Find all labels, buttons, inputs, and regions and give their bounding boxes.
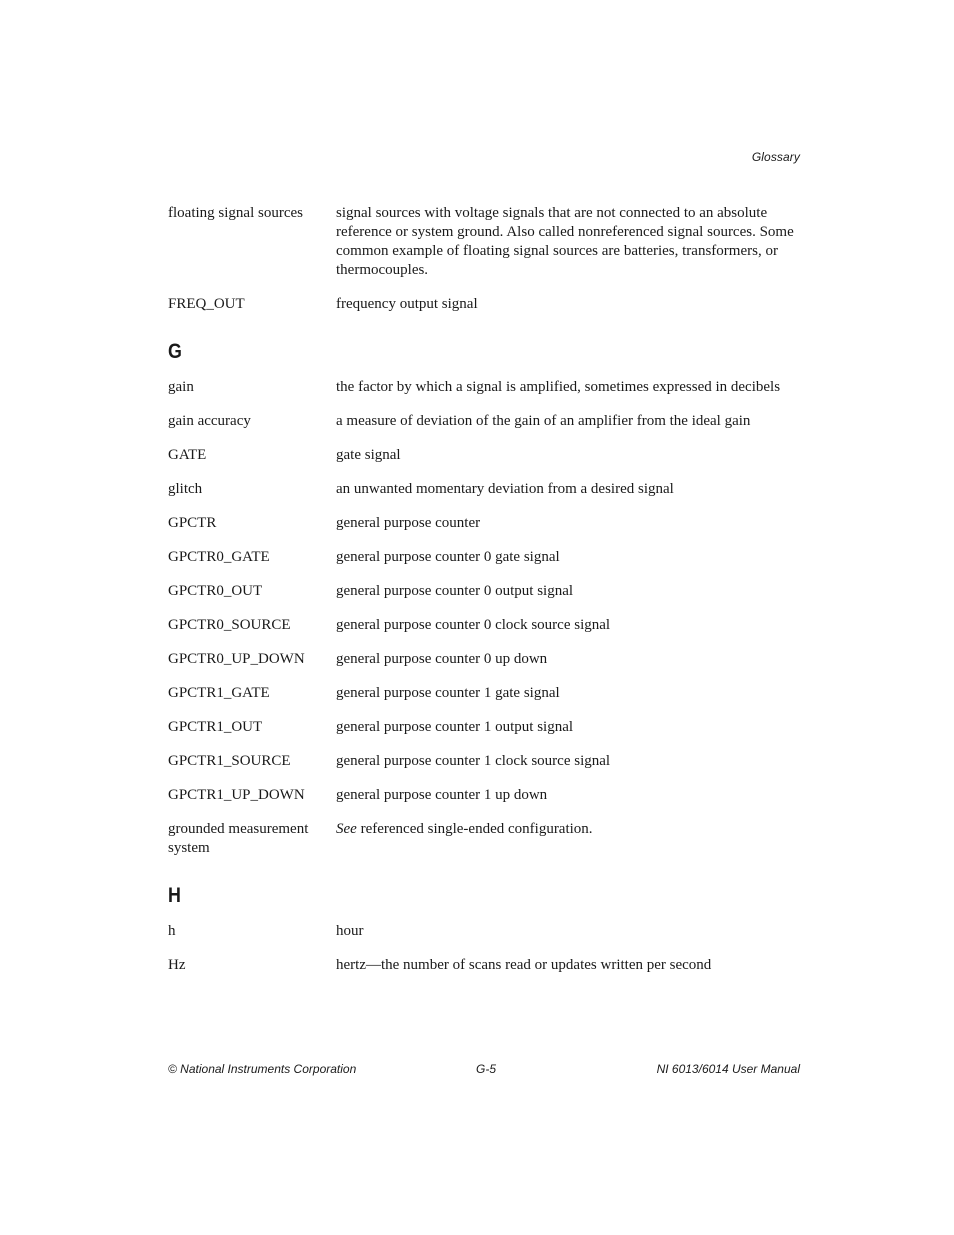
- glossary-entry: [168, 480, 808, 499]
- glossary-term: GPCTR: [168, 515, 217, 531]
- glossary-term: GPCTR1_OUT: [168, 719, 263, 735]
- glossary-definition: general purpose counter: [336, 515, 481, 531]
- glossary-definition: hertz—the number of scans read or updates written per second: [336, 957, 712, 973]
- glossary-entry: [168, 650, 808, 669]
- glossary-definition: an unwanted momentary deviation from a desired signal: [336, 481, 674, 497]
- glossary-definition: [336, 820, 808, 858]
- glossary-list: [168, 204, 808, 990]
- glossary-entry: [168, 718, 808, 737]
- glossary-term: GPCTR0_SOURCE: [168, 617, 291, 633]
- glossary-entry: [168, 956, 808, 975]
- glossary-entry: [168, 204, 808, 280]
- glossary-term: GPCTR1_GATE: [168, 685, 270, 701]
- glossary-definition: general purpose counter 1 gate signal: [336, 685, 560, 701]
- section-heading-g: G: [168, 340, 182, 363]
- glossary-term: gain: [168, 379, 194, 395]
- glossary-term: h: [168, 923, 176, 939]
- glossary-entry: [168, 378, 808, 397]
- glossary-definition: general purpose counter 0 up down: [336, 651, 548, 667]
- glossary-entry: [168, 820, 808, 858]
- glossary-definition: hour: [336, 923, 364, 939]
- glossary-term: GPCTR1_SOURCE: [168, 753, 291, 769]
- glossary-definition: general purpose counter 0 gate signal: [336, 549, 560, 565]
- glossary-definition: general purpose counter 0 output signal: [336, 583, 574, 599]
- glossary-definition: the factor by which a signal is amplified, sometimes expressed in decibels: [336, 379, 781, 395]
- see-reference-target: referenced single-ended configuration.: [356, 821, 593, 837]
- glossary-term: grounded measurement system: [168, 821, 309, 856]
- glossary-definition: signal sources with voltage signals that are not connected to an absolute reference or system ground. Also called nonreferenced signal sources. Some common example of floating signal sources are batteries, transformers, or thermocouples.: [336, 205, 794, 278]
- glossary-definition: general purpose counter 1 up down: [336, 787, 548, 803]
- footer-page-number: G-5: [476, 1062, 497, 1076]
- glossary-term: glitch: [168, 481, 203, 497]
- glossary-term: GPCTR0_UP_DOWN: [168, 651, 305, 667]
- glossary-entry: [168, 446, 808, 465]
- footer-copyright: © National Instruments Corporation: [168, 1062, 357, 1076]
- glossary-term: GPCTR0_OUT: [168, 583, 263, 599]
- glossary-term: GATE: [168, 447, 207, 463]
- glossary-definition: a measure of deviation of the gain of an amplifier from the ideal gain: [336, 413, 751, 429]
- glossary-term: floating signal sources: [168, 205, 303, 221]
- glossary-definition: gate signal: [336, 447, 401, 463]
- glossary-definition: frequency output signal: [336, 296, 478, 312]
- glossary-entry: [168, 616, 808, 635]
- glossary-term: Hz: [168, 957, 186, 973]
- glossary-entry: [168, 412, 808, 431]
- glossary-term: GPCTR1_UP_DOWN: [168, 787, 305, 803]
- section-heading-h: H: [168, 884, 181, 907]
- glossary-entry: [168, 514, 808, 533]
- glossary-entry: [168, 752, 808, 771]
- glossary-definition: general purpose counter 0 clock source signal: [336, 617, 611, 633]
- see-reference-label: See: [336, 821, 357, 837]
- glossary-term: FREQ_OUT: [168, 296, 245, 312]
- glossary-definition: general purpose counter 1 clock source signal: [336, 753, 611, 769]
- glossary-term: GPCTR0_GATE: [168, 549, 270, 565]
- running-header: Glossary: [751, 150, 800, 164]
- footer-manual-title: NI 6013/6014 User Manual: [656, 1062, 800, 1076]
- glossary-entry: [168, 582, 808, 601]
- glossary-entry: [168, 684, 808, 703]
- glossary-entry: [168, 922, 808, 941]
- glossary-definition: general purpose counter 1 output signal: [336, 719, 574, 735]
- glossary-term: gain accuracy: [168, 413, 251, 429]
- glossary-entry: [168, 295, 808, 314]
- glossary-entry: [168, 786, 808, 805]
- glossary-entry: [168, 548, 808, 567]
